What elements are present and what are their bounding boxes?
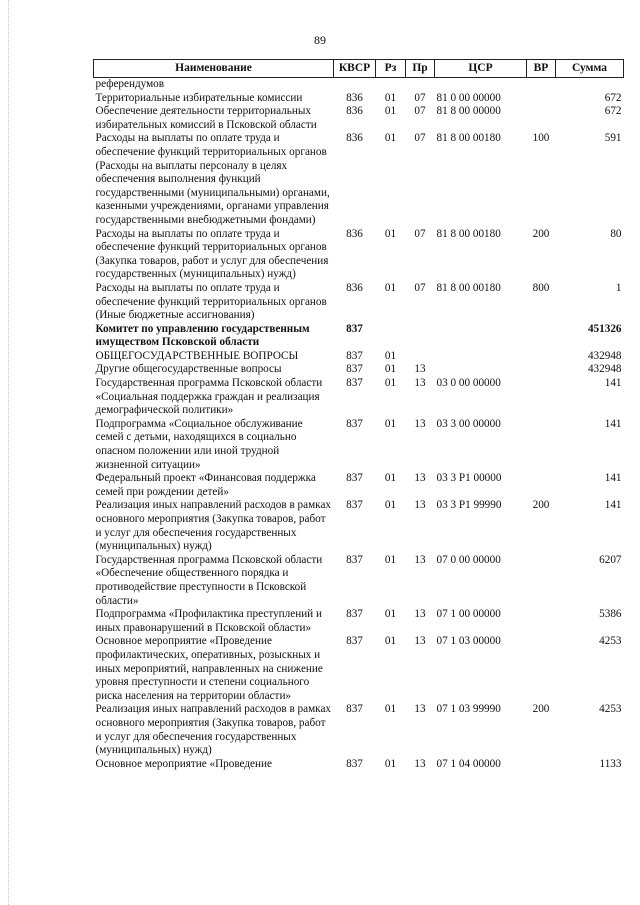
cell-pr: 13 <box>414 553 426 566</box>
cell-rz: 01 <box>384 499 397 512</box>
cell-kvsr: 836 <box>346 227 363 240</box>
cell-csr: 81 0 00 00000 <box>436 91 501 104</box>
cell-name: Реализация иных направлений расходов в рамках основного мероприятия (Закупка товаров, работ и услуг для обеспечения государственных (муниципальных) нужд) <box>95 703 332 757</box>
cell-csr: 03 3 00 00000 <box>436 417 501 430</box>
cell-sum: 141 <box>604 377 622 390</box>
cell-name: Реализация иных направлений расходов в рамках основного мероприятия (Закупка товаров, работ и услуг для обеспечения государственных (муниципальных) нужд) <box>95 499 332 553</box>
cell-name: Основное мероприятие «Проведение профилактических, оперативных, розыскных и иных мероприятий, направленных на снижение уровня преступности и степени социального риска населения на территории области» <box>95 635 323 702</box>
cell-sum: 4253 <box>599 703 622 716</box>
cell-csr: 03 3 P1 99990 <box>436 499 502 512</box>
table-row <box>94 377 624 418</box>
cell-kvsr: 837 <box>346 377 363 390</box>
page-number: 89 <box>314 33 326 47</box>
table-row <box>94 418 624 472</box>
cell-sum: 451326 <box>587 322 622 335</box>
cell-rz: 01 <box>384 377 397 390</box>
cell-name: Федеральный проект «Финансовая поддержка семей при рождении детей» <box>95 472 316 498</box>
cell-pr: 13 <box>414 377 426 390</box>
cell-csr: 07 1 03 99990 <box>436 703 501 716</box>
cell-sum: 141 <box>604 417 622 430</box>
cell-name: Расходы на выплаты по оплате труда и обеспечение функций территориальных органов (Расходы на выплаты персоналу в целях обеспечения выполнения функций государственными (муниципальными) органами, казенными учреждениями, органами управления государственными внебюджетными фондами) <box>95 132 330 226</box>
cell-sum: 141 <box>604 499 622 512</box>
cell-sum: 141 <box>604 472 622 485</box>
cell-pr: 13 <box>414 757 426 770</box>
table-row <box>94 78 624 92</box>
cell-rz: 01 <box>384 363 397 376</box>
table-body <box>94 78 624 772</box>
cell-kvsr: 837 <box>346 349 363 362</box>
cell-kvsr: 837 <box>346 553 363 566</box>
cell-pr: 07 <box>414 91 426 104</box>
cell-pr: 07 <box>414 227 426 240</box>
table-row <box>94 282 624 323</box>
table-row <box>94 132 624 227</box>
cell-name: ОБЩЕГОСУДАРСТВЕННЫЕ ВОПРОСЫ <box>95 349 299 362</box>
cell-rz: 01 <box>384 227 397 240</box>
cell-name: Основное мероприятие «Проведение <box>95 757 272 770</box>
cell-name: референдумов <box>95 78 165 90</box>
cell-sum: 6207 <box>599 553 622 566</box>
table-row <box>94 499 624 553</box>
cell-vr: 800 <box>532 281 550 294</box>
cell-vr <box>527 418 556 472</box>
cell-pr <box>406 323 435 350</box>
cell-csr <box>435 350 527 364</box>
cell-csr: 03 0 00 00000 <box>436 377 501 390</box>
cell-csr: 07 0 00 00000 <box>436 553 501 566</box>
cell-sum: 672 <box>604 105 622 118</box>
cell-vr <box>527 350 556 364</box>
cell-vr <box>527 363 556 377</box>
cell-sum: 591 <box>604 132 622 145</box>
cell-rz: 01 <box>384 349 397 362</box>
header-vr: ВР <box>527 60 556 78</box>
cell-vr: 100 <box>532 132 550 145</box>
cell-name: Государственная программа Псковской области «Обеспечение общественного порядка и противодействие преступности в Псковской области» <box>95 553 323 607</box>
cell-csr <box>435 78 527 92</box>
cell-pr: 13 <box>414 472 426 485</box>
cell-vr <box>527 105 556 132</box>
cell-name: Расходы на выплаты по оплате труда и обеспечение функций территориальных органов (Иные бюджетные ассигнования) <box>95 281 327 322</box>
budget-table <box>93 59 624 771</box>
table-row <box>94 323 624 350</box>
cell-rz: 01 <box>384 132 397 145</box>
cell-csr: 81 8 00 00000 <box>436 105 501 118</box>
cell-pr <box>406 350 435 364</box>
cell-csr <box>435 323 527 350</box>
table-row <box>94 635 624 703</box>
cell-csr: 03 3 P1 00000 <box>436 472 502 485</box>
cell-sum: 5386 <box>599 608 622 621</box>
cell-kvsr: 837 <box>346 322 363 335</box>
cell-csr <box>435 363 527 377</box>
cell-csr: 81 8 00 00180 <box>436 227 501 240</box>
table-row <box>94 703 624 757</box>
cell-sum: 432948 <box>587 363 622 376</box>
cell-vr <box>527 554 556 608</box>
table-header-row <box>94 60 624 78</box>
cell-csr: 81 8 00 00180 <box>436 132 501 145</box>
header-csr: ЦСР <box>435 60 527 78</box>
table-row <box>94 758 624 772</box>
cell-sum: 4253 <box>599 635 622 648</box>
header-sum: Сумма <box>556 60 624 78</box>
cell-sum: 80 <box>610 227 622 240</box>
cell-rz: 01 <box>384 91 397 104</box>
cell-kvsr: 837 <box>346 499 363 512</box>
table-row <box>94 350 624 364</box>
cell-name: Территориальные избирательные комиссии <box>95 91 303 104</box>
cell-kvsr: 837 <box>346 703 363 716</box>
cell-sum: 1133 <box>599 757 622 770</box>
cell-vr <box>527 377 556 418</box>
cell-sum: 672 <box>604 91 622 104</box>
cell-name: Подпрограмма «Профилактика преступлений и иных правонарушений в Псковской области» <box>95 608 322 634</box>
cell-rz: 01 <box>384 105 397 118</box>
table-row <box>94 608 624 635</box>
cell-kvsr: 836 <box>346 91 363 104</box>
cell-rz: 01 <box>384 281 397 294</box>
cell-csr: 07 1 03 00000 <box>436 635 501 648</box>
table-row <box>94 554 624 608</box>
cell-vr: 200 <box>532 227 550 240</box>
cell-rz: 01 <box>384 417 397 430</box>
cell-rz: 01 <box>384 757 397 770</box>
table-row <box>94 363 624 377</box>
cell-vr <box>527 323 556 350</box>
cell-rz: 01 <box>384 472 397 485</box>
cell-name: Подпрограмма «Социальное обслуживание семей с детьми, находящихся в социально опасном положении или иной трудной жизненной ситуации» <box>95 417 303 471</box>
table-row <box>94 92 624 106</box>
cell-pr <box>406 78 435 92</box>
cell-vr <box>527 608 556 635</box>
cell-csr: 07 1 00 00000 <box>436 608 501 621</box>
table-row <box>94 228 624 282</box>
cell-pr: 07 <box>414 105 426 118</box>
cell-vr <box>527 758 556 772</box>
cell-name: Государственная программа Псковской области «Социальная поддержка граждан и реализация демографической политики» <box>95 377 323 417</box>
cell-kvsr: 837 <box>346 472 363 485</box>
cell-pr: 13 <box>414 703 426 716</box>
cell-sum: 1 <box>615 281 622 294</box>
cell-name: Расходы на выплаты по оплате труда и обеспечение функций территориальных органов (Закупка товаров, работ и услуг для обеспечения государственных (муниципальных) нужд) <box>95 227 329 281</box>
header-pr: Пр <box>406 60 435 78</box>
cell-sum <box>556 78 624 92</box>
cell-name: Комитет по управлению государственным имуществом Псковской области <box>95 322 310 349</box>
cell-vr <box>527 78 556 92</box>
cell-kvsr: 837 <box>346 363 363 376</box>
cell-kvsr: 837 <box>346 635 363 648</box>
cell-csr: 07 1 04 00000 <box>436 757 501 770</box>
cell-rz: 01 <box>384 608 397 621</box>
cell-kvsr: 836 <box>346 105 363 118</box>
cell-rz <box>376 323 406 350</box>
cell-kvsr: 837 <box>346 417 363 430</box>
cell-pr: 13 <box>414 363 426 376</box>
table-row <box>94 472 624 499</box>
cell-pr: 07 <box>414 281 426 294</box>
table-row <box>94 105 624 132</box>
cell-kvsr: 837 <box>346 608 363 621</box>
header-kvsr: КВСР <box>334 60 376 78</box>
cell-csr: 81 8 00 00180 <box>436 281 501 294</box>
cell-vr <box>527 635 556 703</box>
cell-kvsr: 836 <box>346 132 363 145</box>
cell-vr <box>527 472 556 499</box>
cell-name: Обеспечение деятельности территориальных избирательных комиссий в Псковской области <box>95 105 317 131</box>
cell-pr: 07 <box>414 132 426 145</box>
cell-vr <box>527 92 556 106</box>
cell-pr: 13 <box>414 635 426 648</box>
cell-rz: 01 <box>384 553 397 566</box>
header-rz: Рз <box>376 60 406 78</box>
scan-margin-line <box>8 0 9 905</box>
cell-pr: 13 <box>414 417 426 430</box>
cell-kvsr: 836 <box>346 281 363 294</box>
cell-vr: 200 <box>532 499 550 512</box>
cell-vr: 200 <box>532 703 550 716</box>
cell-sum: 432948 <box>587 349 622 362</box>
cell-kvsr: 837 <box>346 757 363 770</box>
cell-rz: 01 <box>384 635 397 648</box>
cell-pr: 13 <box>414 499 426 512</box>
cell-rz: 01 <box>384 703 397 716</box>
cell-name: Другие общегосударственные вопросы <box>95 363 282 376</box>
cell-kvsr <box>334 78 376 92</box>
cell-rz <box>376 78 406 92</box>
header-name: Наименование <box>94 60 334 78</box>
cell-pr: 13 <box>414 608 426 621</box>
